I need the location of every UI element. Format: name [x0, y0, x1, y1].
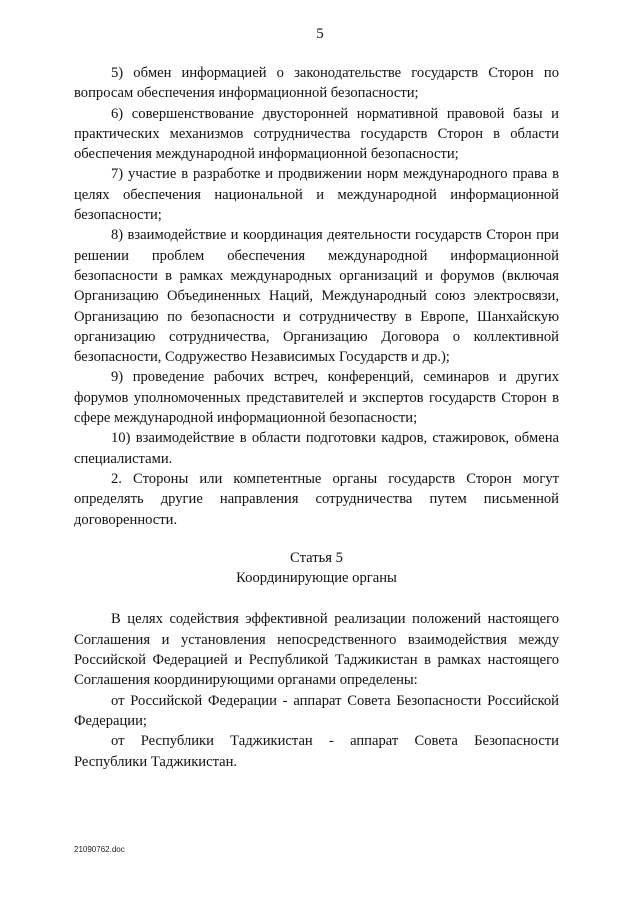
page-number: 5 [316, 26, 324, 42]
list-item-10: 10) взаимодействие в области подготовки кадров, стажировок, обмена специалистами. [74, 430, 559, 467]
paragraph-2: 2. Стороны или компетентные органы государств Сторон могут определять другие направления сотрудничества путем письменной договоренности. [74, 470, 559, 528]
list-item-8: 8) взаимодействие и координация деятельности государств Сторон при решении проблем обеспечения международной информационной безопасности в рамках международных организаций и форумов (включая Организацию Объединенных Наций, Международный союз электросвязи, Организацию по безопасности и сотрудничеству в Европе, Шанхайскую организацию сотрудничества, Организацию Договора о коллективной безопасности, Содружество Независимых Государств и др.); [74, 227, 559, 366]
article-body [74, 609, 559, 771]
document-filename: 21090762.doc [74, 845, 125, 854]
article-heading [74, 548, 559, 589]
list-item-5: 5) обмен информацией о законодательстве государств Сторон по вопросам обеспечения информационной безопасности; [74, 65, 559, 102]
list-item-6: 6) совершенствование двусторонней нормативной правовой базы и практических механизмов сотрудничества государств Сторон в области обеспечения международной информационной безопасности; [74, 105, 559, 163]
list-item-9: 9) проведение рабочих встреч, конференций, семинаров и других форумов уполномоченных представителей и экспертов государств Сторон в сфере международной информационной безопасности; [74, 369, 559, 427]
document-body [74, 63, 559, 772]
article-paragraph-tajikistan: от Республики Таджикистан - аппарат Совета Безопасности Республики Таджикистан. [74, 733, 559, 770]
article-paragraph-intro: В целях содействия эффективной реализации положений настоящего Соглашения и установления непосредственного взаимодействия между Российской Федерацией и Республикой Таджикистан в рамках настоящего Соглашения координирующими органами определены: [74, 611, 559, 689]
article-paragraph-russia: от Российской Федерации - аппарат Совета Безопасности Российской Федерации; [74, 692, 559, 729]
list-item-7: 7) участие в разработке и продвижении норм международного права в целях обеспечения национальной и международной информационной безопасности; [74, 166, 559, 224]
article-number: Статья 5 [290, 549, 343, 566]
article-title: Координирующие органы [236, 570, 397, 587]
